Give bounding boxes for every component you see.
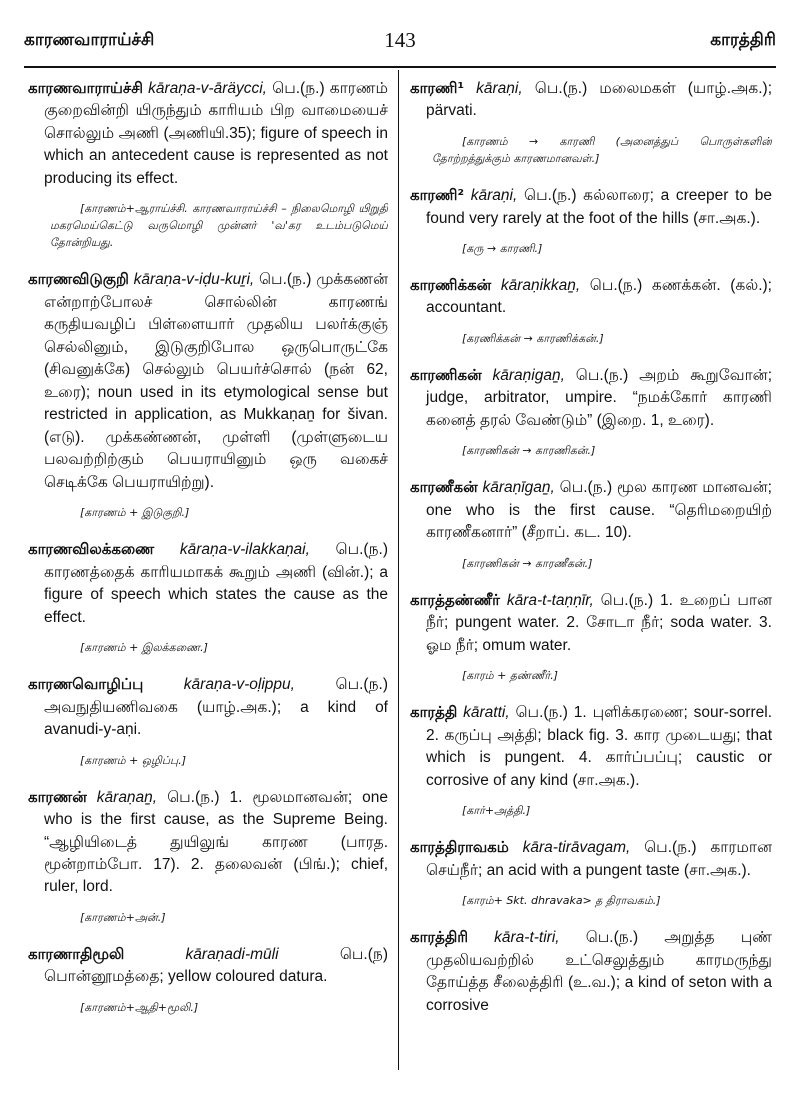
headword: காரத்தி — [410, 703, 458, 722]
etymology: [காரம் + தண்ணீர்.] — [462, 669, 558, 683]
entry — [410, 927, 772, 1017]
transliteration: kāratti, — [463, 704, 510, 722]
transliteration: kāraṇa-v-āräycci, — [148, 80, 267, 97]
transliteration: kāraṇa-v-ilakkaṇai, — [179, 541, 310, 559]
headword: காரணாதிமூலி — [28, 944, 125, 963]
headword: காரணவிடுகுறி — [28, 270, 129, 289]
left-column — [28, 78, 388, 1070]
header-right-guideword: காரத்திரி — [710, 30, 776, 50]
transliteration: kāra-t-tiri, — [494, 929, 560, 947]
entry — [410, 590, 772, 657]
definition: பெ.(ந.) அவநுதியணிவகை (யாழ்.அக.); a kind of avanudi-y-aṇi. — [44, 676, 388, 739]
headword: காரணீகன் — [410, 478, 478, 497]
header-left-guideword: காரணவாராய்ச்சி — [24, 30, 155, 50]
entry — [28, 787, 388, 899]
etymology: [காரணம்+அன்.] — [80, 910, 166, 924]
entry — [410, 837, 772, 882]
headword: காரணன் — [28, 787, 87, 806]
entry — [410, 477, 772, 544]
etymology: [கரணிக்கன் → காரணிக்கன்.] — [462, 331, 604, 345]
transliteration: kāraṇadi-mūli — [185, 945, 279, 963]
entry — [410, 185, 772, 230]
definition: பெ.(ந) பொன்னூமத்தை; yellow coloured datura. — [44, 945, 388, 986]
headword: காரத்தண்ணீர் — [410, 590, 500, 609]
headword: காரணி² — [410, 186, 465, 205]
definition: பெ.(ந.) 1. மூலமானவன்; one who is the first cause, as the Supreme Being. “ஆழியிடைத் துயிலுங் காரண (பாரத. மூன்றாம்போ. 17). 2. தலைவன் (பிங்.); chief, ruler, lord. — [44, 788, 388, 896]
definition: பெ.(ந.) அறம் கூறுவோன்; judge, arbitrator, umpire. “நமக்கோர் காரணி கனைத் தரல் வேண்டும்” (இறை. 1, உரை). — [426, 367, 772, 429]
etymology: [காரணிகன் → காரணீகன்.] — [462, 556, 593, 570]
definition: பெ.(ந.) மலைமகள் (யாழ்.அக.); pärvati. — [426, 80, 772, 120]
entry — [28, 269, 388, 494]
definition: பெ.(ந.) 1. புளிக்கரணை; sour-sorrel. 2. கருப்பு அத்தி; black fig. 3. கார முடையது; that which is pungent. 4. கார்ப்பப்பு; caustic or corrosive of any kind (சா.அக.). — [426, 704, 772, 789]
etymology: [காரணிகன் → காரணிகன்.] — [462, 444, 596, 458]
right-column — [410, 78, 772, 1070]
entry — [28, 944, 388, 989]
etymology: [காரணம்+ஆதி+மூலி.] — [80, 1000, 199, 1014]
entry — [28, 539, 388, 629]
transliteration: kāraṇīgaṉ, — [482, 479, 555, 497]
transliteration: kāraṇi, — [476, 80, 523, 97]
definition: பெ.(ந.) மூல காரண மானவன்; one who is the first cause. “தெரிமறையிற் காரணீகனார்” (சீறாப். கட. 10). — [426, 479, 772, 542]
definition: பெ.(ந.) காரமான செய்நீர்; an acid with a pungent taste (சா.அக.). — [426, 839, 772, 879]
etymology: [காரணம் → காரணி (அனைத்துப் பொருள்களின் தோற்றத்துக்கும் காரணமானவள்.] — [432, 134, 772, 165]
etymology: [காரணம் + இலக்கணை.] — [80, 641, 208, 655]
headword: காரத்திராவகம் — [410, 838, 509, 857]
transliteration: kāraṇaṉ, — [96, 788, 158, 806]
headword: காரணவிலக்கணை — [28, 540, 155, 559]
definition: பெ.(ந.) கணக்கன். (கல்.); accountant. — [426, 277, 772, 317]
page-number: 143 — [384, 28, 416, 52]
etymology: [காரணம்+ஆராய்ச்சி. காரணவாராய்ச்சி – நிலைமொழி யிறுதி மகரமெய்கெட்டு வருமொழி முன்னர் 'வ'கர உடம்படுமெய் தோன்றியது. — [50, 202, 388, 250]
definition: பெ.(ந.) காரணத்தைக் காரியமாகக் கூறும் அணி (வின்.); a figure of speech which states the cause as the effect. — [44, 541, 388, 626]
running-header — [24, 30, 776, 58]
headword: காரணிக்கன் — [410, 276, 492, 295]
etymology: [கரு → காரணி.] — [462, 241, 543, 255]
headword: காரணவொழிப்பு — [28, 675, 144, 694]
transliteration: kāra-tirāvagam, — [522, 839, 631, 857]
etymology: [காரணம் + ஒழிப்பு.] — [80, 753, 187, 767]
entry — [410, 275, 772, 320]
etymology: [கார்+அத்தி.] — [462, 804, 531, 818]
transliteration: kāraṇigaṉ, — [492, 367, 565, 384]
definition: பெ.(ந.) முக்கணன் என்றாற்போலச் சொல்லின் காரணங் கருதியவழிப் பிள்ளையார் முதலிய பலர்க்குஞ் செல்லினும், இடுகுறிபோல ஒருபொருட்கே (சிவனுக்கே) செல்லும் பெயர்ச்சொல் (நன் 62, உரை); noun used in its etymological sense but restricted in application, as Mukkaṇaṉ for šivan. (எடு). முக்கண்ணன், முள்ளி (முள்ளுடைய பலவற்றிற்கும் பெயராயினும் ஒரு வகைச் செடிக்கே பெயராயிற்று). — [44, 271, 388, 491]
transliteration: kāraṇa-v-oḷippu, — [183, 676, 295, 694]
transliteration: kāraṇa-v-iḍu-kuṟi, — [133, 271, 255, 289]
headword: காரத்திரி — [410, 928, 469, 947]
etymology: [காரம்+ Skt. dhravaka> த திராவகம்.] — [462, 894, 661, 908]
etymology: [காரணம் + இடுகுறி.] — [80, 506, 190, 520]
definition: பெ.(ந.) காரணம் குறைவின்றி யிருந்தும் காரியம் பிற வாமையைச் சொல்லும் அணி (அணியி.35); figure of speech in which an antecedent cause is represented as not producing its effect. — [44, 80, 388, 187]
entry — [28, 674, 388, 741]
transliteration: kāra-t-taṇṇīr, — [506, 591, 594, 609]
definition: பெ.(ந.) அறுத்த புண் முதலியவற்றில் உட்செலுத்தும் காரமருந்து தோய்த்த சீலைத்திரி (உ.வ.); a kind of seton with a corrosive — [426, 929, 772, 1014]
column-divider — [398, 70, 399, 1070]
entry — [410, 78, 772, 123]
definition: பெ.(ந.) கல்லாரை; a creeper to be found very rarely at the foot of the hills (சா.அக.). — [426, 187, 772, 227]
transliteration: kāraṇikkaṉ, — [500, 277, 581, 295]
entry — [410, 702, 772, 792]
entry — [410, 365, 772, 432]
header-rule — [24, 66, 776, 68]
entry — [28, 78, 388, 190]
headword: காரணிகன் — [410, 366, 482, 384]
definition: பெ.(ந.) 1. உறைப் பான நீர்; pungent water. 2. சோடா நீர்; soda water. 3. ஓம நீர்; omum water. — [426, 591, 772, 654]
headword: காரணி¹ — [410, 79, 465, 97]
headword: காரணவாராய்ச்சி — [28, 79, 143, 97]
transliteration: kāraṇi, — [470, 187, 518, 205]
